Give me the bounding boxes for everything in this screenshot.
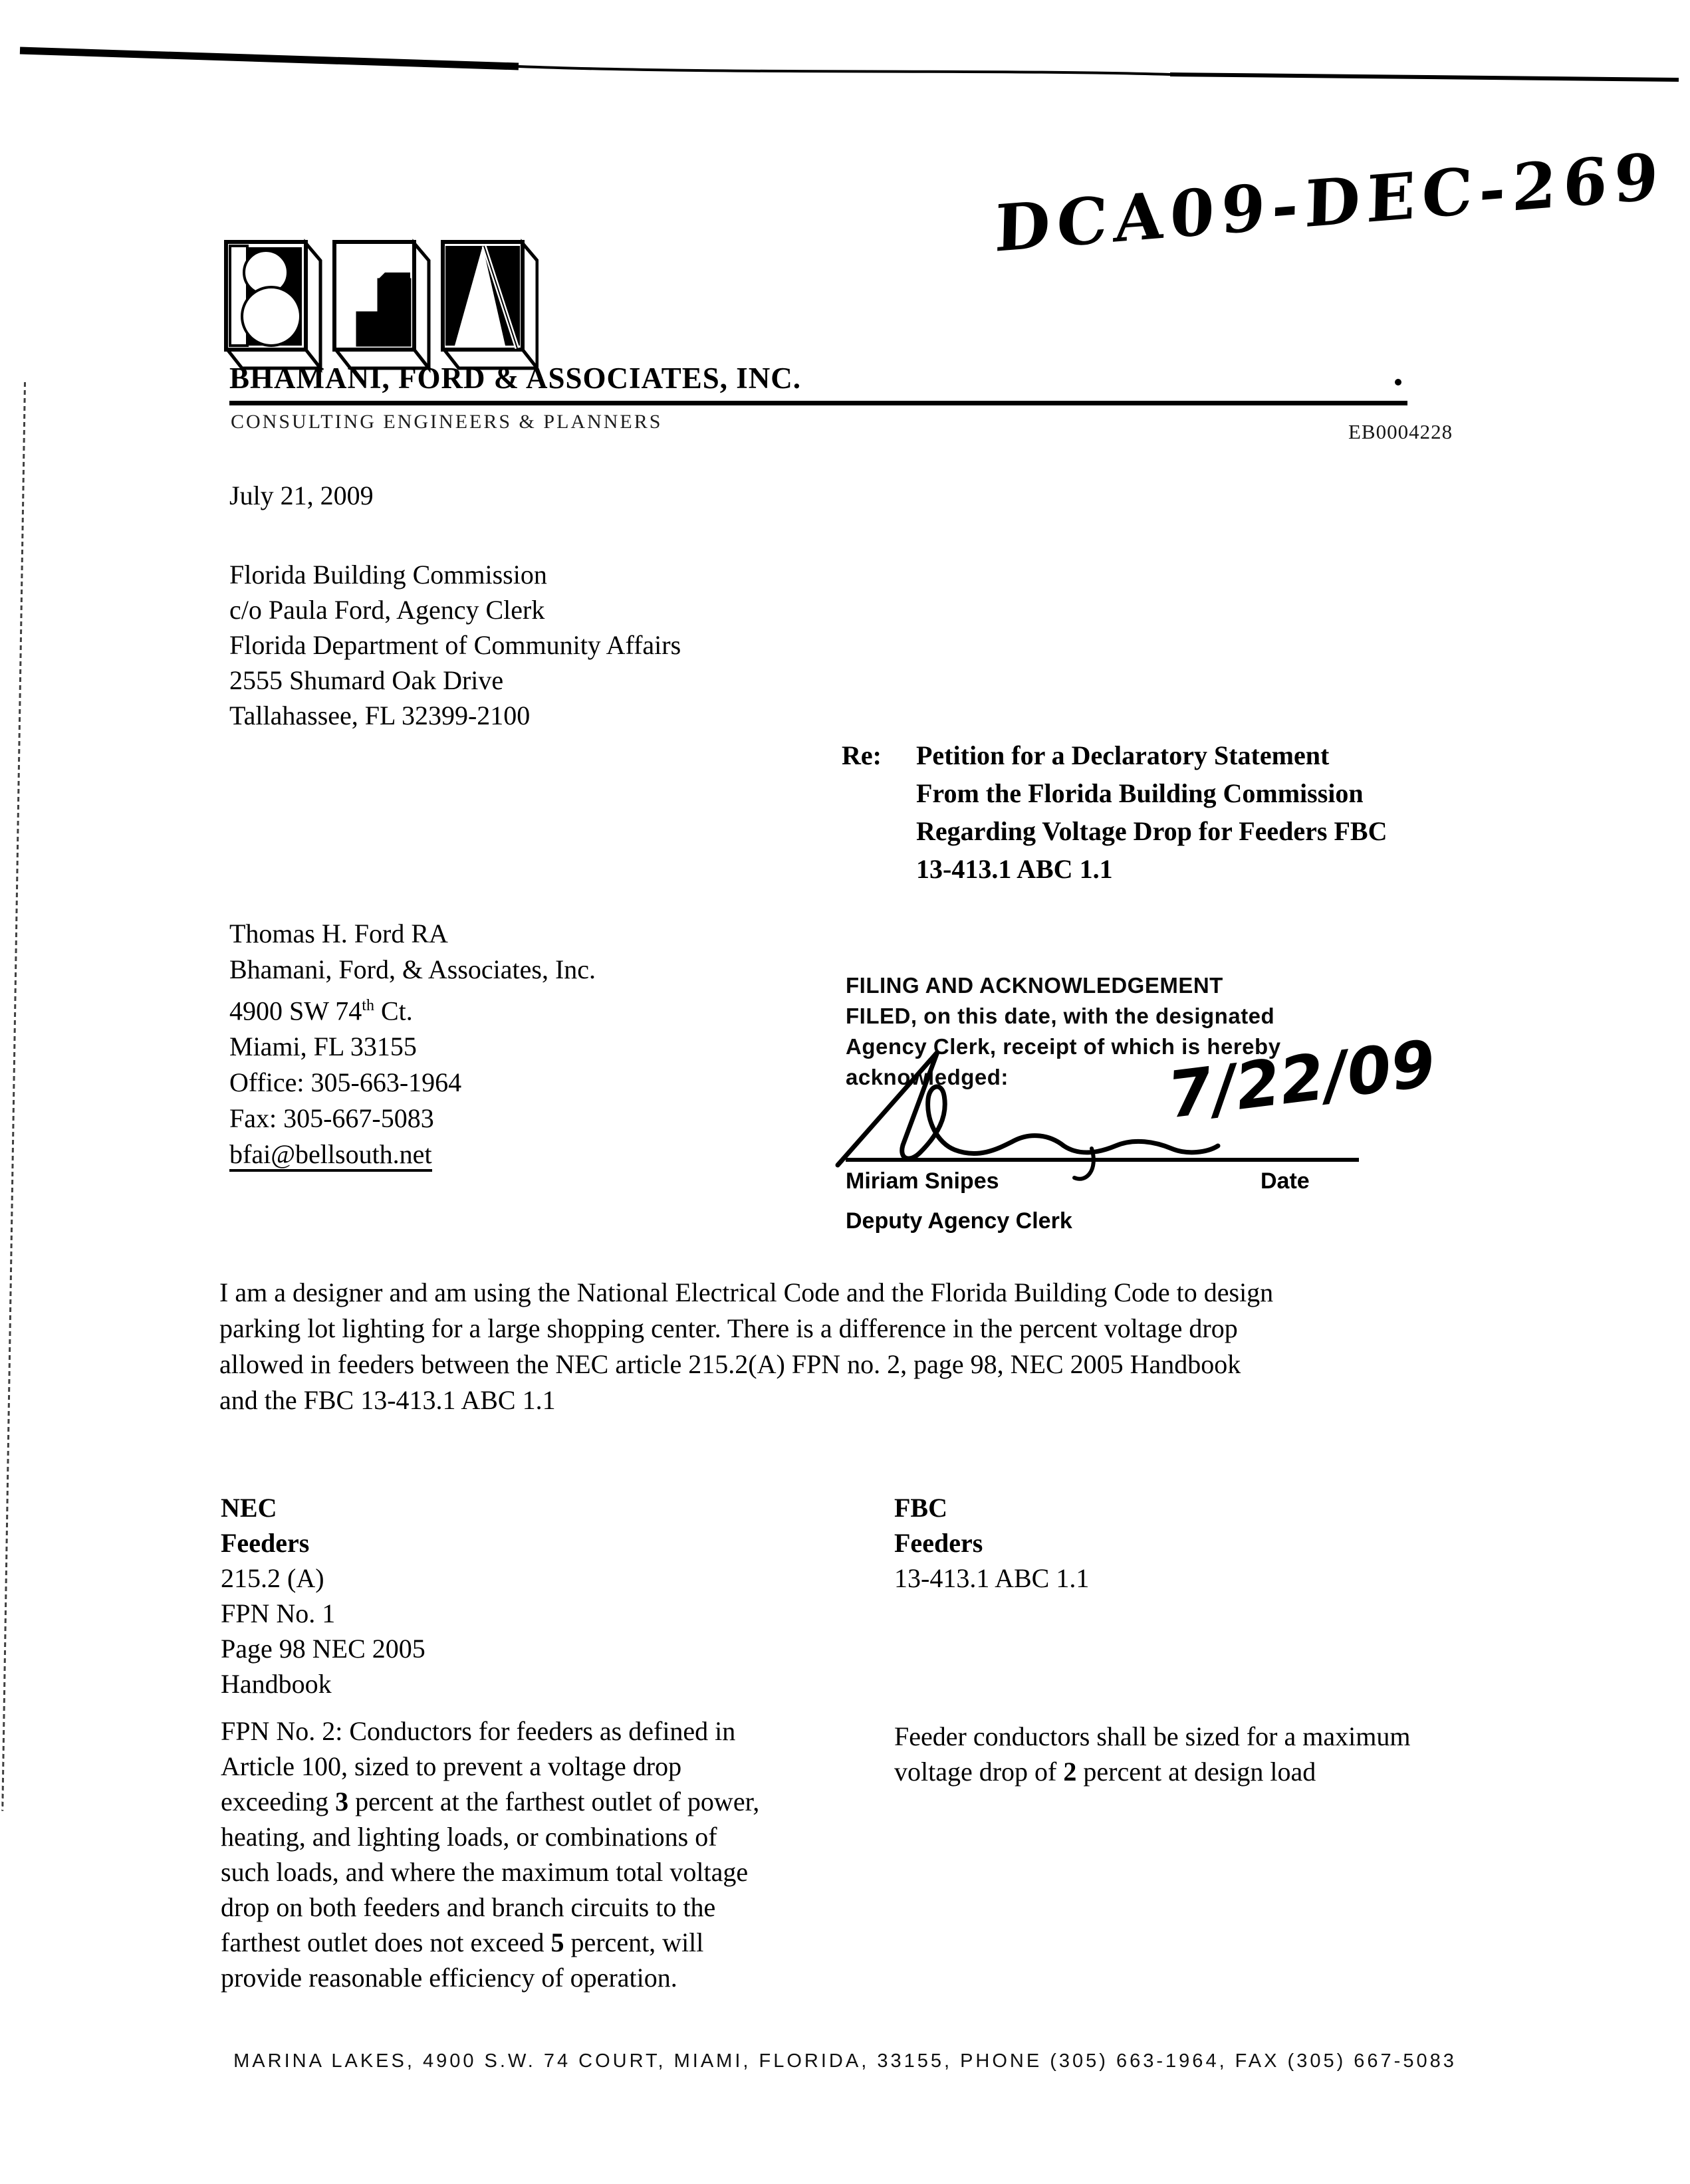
sender-fax: Fax: 305-667-5083 [229, 1103, 434, 1134]
fbc-title: FBC [894, 1493, 947, 1523]
recipient-line: Florida Department of Community Affairs [229, 630, 681, 660]
letter-body [219, 1275, 1273, 1418]
sender-street: 4900 SW 74th Ct. [229, 996, 413, 1026]
fbc-ref: 13-413.1 ABC 1.1 [894, 1563, 1090, 1593]
stamp-handwritten-date: 7/22/09 [1166, 1025, 1437, 1134]
sender-block [229, 916, 596, 1172]
subject-line: Petition for a Declaratory Statement [916, 740, 1330, 770]
letter-date: July 21, 2009 [229, 481, 374, 510]
nec-par-line: provide reasonable efficiency of operation. [221, 1963, 677, 1993]
body-line: parking lot lighting for a large shopping center. There is a difference in the percent voltage drop [219, 1313, 1238, 1343]
nec-ref: 215.2 (A) [221, 1563, 324, 1593]
sender-city: Miami, FL 33155 [229, 1032, 417, 1062]
recipient-line: c/o Paula Ford, Agency Clerk [229, 595, 545, 625]
fbc-subtitle: Feeders [894, 1528, 983, 1558]
footer-address: MARINA LAKES, 4900 S.W. 74 COURT, MIAMI, FLORIDA, 33155, PHONE (305) 663-1964, FAX (305) 667-5083 [233, 2050, 1457, 2072]
nec-paragraph [221, 1713, 759, 1995]
nec-par-line: heating, and lighting loads, or combinations of [221, 1822, 717, 1852]
fbc-column-header [894, 1490, 1089, 1596]
logo-a-block [443, 242, 537, 368]
fbc-paragraph [894, 1719, 1410, 1789]
date-label: Date [1261, 1168, 1310, 1194]
subject-line: 13-413.1 ABC 1.1 [916, 854, 1113, 884]
subject-line: From the Florida Building Commission [916, 778, 1364, 808]
nec-title: NEC [221, 1493, 277, 1523]
stamp-line: FILED, on this date, with the designated [846, 1004, 1275, 1028]
recipient-address [229, 557, 681, 733]
nec-column-header [221, 1490, 425, 1701]
stamp-line: Agency Clerk, receipt of which is hereby [846, 1034, 1281, 1059]
stamp-title: FILING AND ACKNOWLEDGEMENT [846, 973, 1223, 998]
sender-name: Thomas H. Ford RA [229, 919, 448, 948]
recipient-line: Florida Building Commission [229, 560, 547, 590]
recipient-line: Tallahassee, FL 32399-2100 [229, 701, 531, 730]
nec-par-line: farthest outlet does not exceed 5 percent, will [221, 1927, 704, 1957]
letterhead-rule [229, 361, 1407, 405]
logo-f-block [334, 242, 429, 368]
nec-ref: Handbook [221, 1669, 332, 1699]
nec-subtitle: Feeders [221, 1528, 310, 1558]
nec-par-line: exceeding 3 percent at the farthest outlet of power, [221, 1787, 760, 1816]
body-line: I am a designer and am using the National Electrical Code and the Florida Building Code to design [219, 1277, 1274, 1307]
license-number: EB0004228 [1348, 420, 1453, 443]
body-line: allowed in feeders between the NEC article 215.2(A) FPN no. 2, page 98, NEC 2005 Handbook [219, 1349, 1241, 1379]
subject-block [842, 736, 1387, 888]
scan-artifact-left-line [1, 382, 26, 1811]
sender-office-phone: Office: 305-663-1964 [229, 1067, 462, 1098]
sender-email-row [229, 1137, 596, 1172]
company-name: BHAMANI, FORD & ASSOCIATES, INC. [229, 362, 802, 395]
company-tagline: CONSULTING ENGINEERS & PLANNERS [231, 411, 663, 433]
nec-par-line: such loads, and where the maximum total voltage [221, 1857, 749, 1887]
recipient-line: 2555 Shumard Oak Drive [229, 665, 504, 695]
signer-title: Deputy Agency Clerk [846, 1208, 1072, 1234]
nec-ref: FPN No. 1 [221, 1598, 336, 1628]
fbc-par-line: voltage drop of 2 percent at design load [894, 1757, 1316, 1787]
nec-par-line: Article 100, sized to prevent a voltage drop [221, 1751, 682, 1781]
body-line: and the FBC 13-413.1 ABC 1.1 [219, 1385, 556, 1415]
sender-company: Bhamani, Ford, & Associates, Inc. [229, 954, 596, 984]
nec-par-line: drop on both feeders and branch circuits to the [221, 1892, 716, 1922]
nec-par-line: FPN No. 2: Conductors for feeders as defined in [221, 1716, 736, 1746]
sender-email: bfai@bellsouth.net [229, 1140, 432, 1172]
stamp-line: acknowledged: [846, 1065, 1009, 1089]
rule-end-dot [1395, 379, 1401, 385]
signer-name: Miriam Snipes [846, 1168, 999, 1194]
subject-line: Regarding Voltage Drop for Feeders FBC [916, 816, 1388, 846]
re-label: Re: [842, 740, 882, 770]
nec-ref: Page 98 NEC 2005 [221, 1634, 425, 1664]
fbc-par-line: Feeder conductors shall be sized for a maximum [894, 1721, 1411, 1751]
case-number-handwritten: DCA09-DEC-269 [994, 138, 1666, 267]
scan-artifact-top-line [0, 0, 1690, 93]
signature-line [846, 1158, 1359, 1162]
logo-b-block [226, 242, 320, 368]
